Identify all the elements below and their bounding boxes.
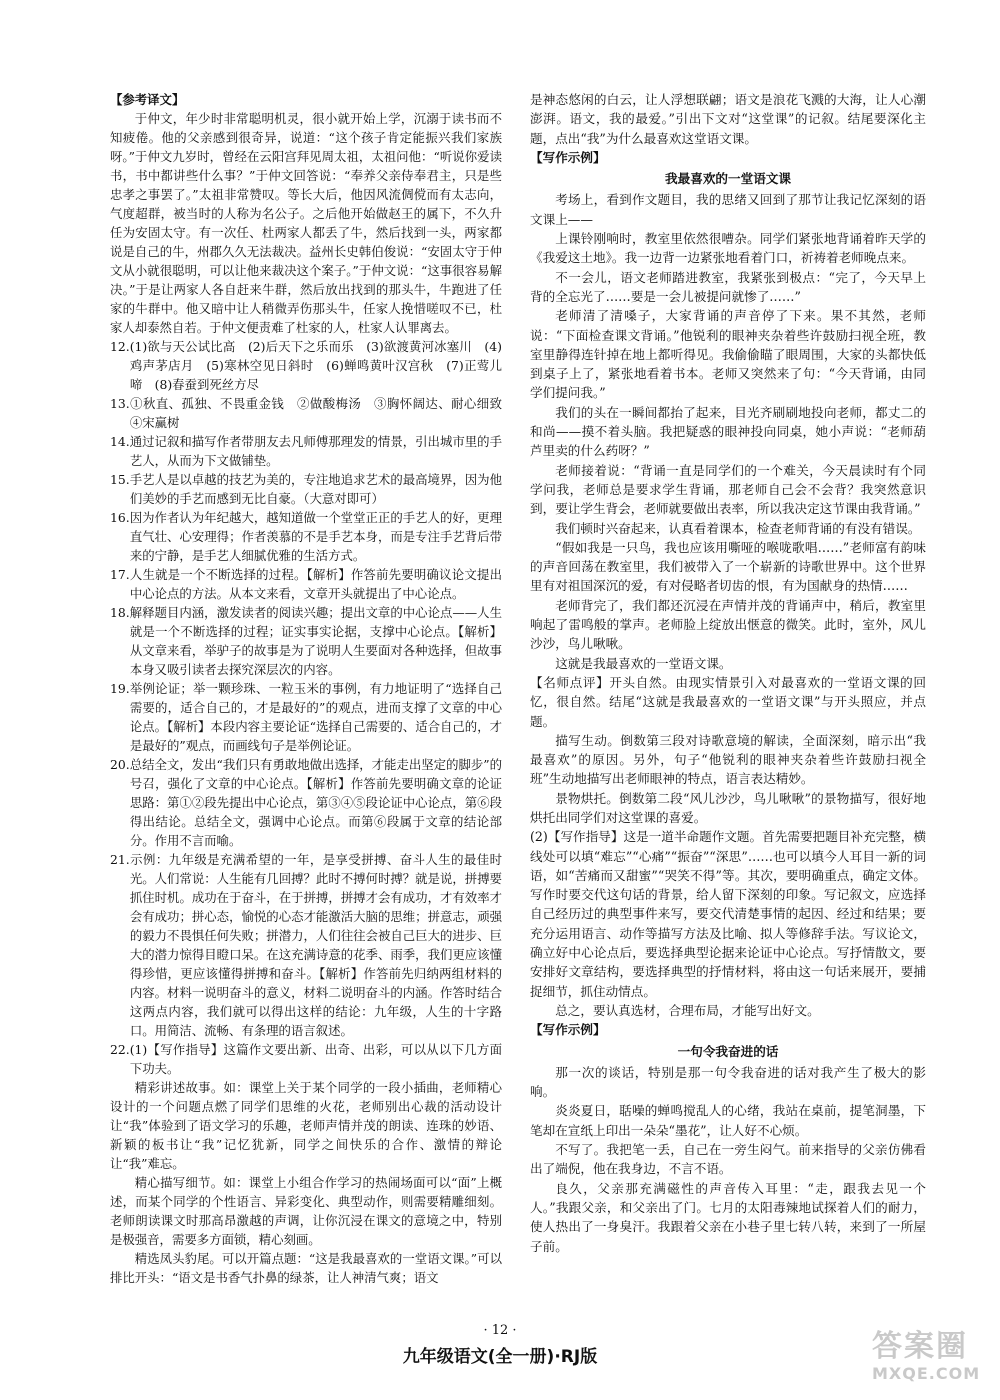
right-paragraph: 【名师点评】开头自然。由现实情景引入对最喜欢的一堂语文课的回忆，很自然。结尾“这就是我最喜欢的一堂语文课”与开头照应，并点题。 xyxy=(530,674,926,729)
right-paragraph: 老师接着说：“背诵一直是同学们的一个难关，今天晨读时有个同学问我，老师总是要求学生背诵，那老师自己会不会背？我突然意识到，要让学生背会，老师就要做出表率，所以我决定这节课由我背诵。” xyxy=(530,462,926,517)
right-paragraph: (2)【写作指导】这是一道半命题作文题。首先需要把题目补充完整，横线处可以填“难忘”“心痛”“振奋”“深思”……也可以填今人耳目一新的词语，如“苦痛而又甜蜜”“哭笑不得”等。其次，要明确重点，确定文体。写作时要交代这句话的背景，给人留下深刻的印象。写记叙文，应选择自己经历过的典型事件来写，要交代清楚事情的起因、经过和结果；要充分运用语言、动作等描写方法及比喻、拟人等修辞手法。写议论文，确立好中心论点后，要选择典型论据来论证中心论点。写抒情散文，要安排好文章结构，要选择典型的抒情材料，将由这一句话来展开，要捕捉细节，抓住动情点。 xyxy=(530,829,926,999)
watermark-bottom: MXQE.COM xyxy=(872,1364,981,1383)
right-paragraph: 不一会儿，语文老师踏进教室，我紧张到极点：“完了，今天早上背的全忘光了……要是一会儿被提问就惨了……” xyxy=(530,269,926,304)
right-paragraph: 考场上，看到作文题目，我的思绪又回到了那节让我记忆深刻的语文课上—— xyxy=(530,192,926,227)
page-number: · 12 · xyxy=(483,1323,517,1338)
right-paragraph: 我最喜欢的一堂语文课 xyxy=(665,171,791,187)
watermark-logo xyxy=(872,1330,990,1392)
left-paragraph: 21.示例：九年级是充满希望的一年，是享受拼搏、奋斗人生的最佳时光。人们常说：人生能有几回搏？此时不搏何时搏？就是说，拼搏要抓住时机。成功在于奋斗，在于拼搏，拼搏才会有成功，才有效率才会有成功；拼心态，愉悦的心态才能激活大脑的思维；拼意志，顽强的毅力不畏惧任何失败；拼潜力，人们往往会被自己巨大的进步、巨大的潜力惊得目瞪口呆。在这充满诗意的花季、雨季，我们更应该懂得珍惜，更应该懂得拼搏和奋斗。【解析】作答前先归纳两组材料的内容。材料一说明奋斗的意义，材料二说明奋斗的内涵。作答时结合这两点内容，我们就可以得出这样的结论：九年级，人生的十字路口。用简洁、流畅、有条理的语言叙述。 xyxy=(110,852,502,1038)
left-paragraph: 12.(1)欲与天公试比高 (2)后天下之乐而乐 (3)欲渡黄河冰塞川 (4)鸡声茅店月 (5)寒林空见日斜时 (6)蝉鸣黄叶汉宫秋 (7)正莺儿啼 (8)春蚕到死丝方尽 xyxy=(110,339,502,392)
right-paragraph: 炎炎夏日，聒噪的蝉鸣搅乱人的心绪，我站在桌前，提笔洞墨，下笔却在宣纸上印出一朵朵“墨花”，让人好不心烦。 xyxy=(530,1103,926,1138)
left-paragraph: 【参考译文】 xyxy=(110,92,185,107)
left-paragraph: 22.(1)【写作指导】这篇作文要出新、出奇、出彩，可以从以下几方面下功夫。 xyxy=(110,1042,502,1076)
left-column xyxy=(110,90,515,1287)
watermark-top: 答案圈 xyxy=(872,1329,968,1364)
right-paragraph: 上课铃刚响时，教室里依然很嘈杂。同学们紧张地背诵着昨天学的《我爱这土地》。我一边背一边紧张地看着门口，祈祷着老师晚点来。 xyxy=(530,231,926,266)
left-paragraph: 精彩讲述故事。如：课堂上关于某个同学的一段小插曲，老师精心设计的一个问题点燃了同学们思维的火花，老师别出心裁的活动设计让“我”体验到了语文学习的乐趣，老师声情并茂的朗读、连珠的妙语、新颖的板书让“我”记忆犹新，同学之间快乐的合作、激情的辩论让“我”难忘。 xyxy=(110,1080,502,1171)
right-paragraph: 不写了。我把笔一丢，自己在一旁生闷气。前来指导的父亲仿佛看出了端倪，他在我身边，不言不语。 xyxy=(530,1142,926,1177)
left-paragraph: 于仲文，年少时非常聪明机灵，很小就开始上学，沉溺于读书而不知疲倦。他的父亲感到很奇异，说道：“这个孩子肯定能振兴我们家族呀。”于仲文九岁时，曾经在云阳宫拜见周太祖，太祖问他：“听说你爱读书，书中都讲些什么事？”于仲文回答说：“奉养父亲侍奉君主，只是些忠孝之事罢了。”太祖非常赞叹。等长大后，他因风流倜傥而有太志向，气度超群，被当时的人称为名公子。之后他开始做赵王的属下，不久升任为安固太守。有一次任、杜两家人都丢了牛，然后找到一头，两家都说是自己的牛，州郡久久无法裁决。益州长史韩伯俊说：“安固太守于仲文从小就很聪明，可以让他来裁决这个案子。”于仲文说：“这事很容易解决。”于是让两家人各自赶来牛群，然后放出找到的那头牛，牛跑进了任家的牛群中。他又暗中让人稍微弄伤那头牛，任家人挽惜嗟叹不已，杜家人却泰然自若。于仲文便责难了杜家的人，杜家人认罪离去。 xyxy=(110,111,502,335)
right-paragraph: “假如我是一只鸟，我也应该用嘶哑的喉咙歌唱……”老师富有韵味的声音回荡在教室里，我们被带入了一个崭新的诗歌世界中。这个世界里有对祖国深沉的爱，有对侵略者切齿的恨，有为国献身的热情…… xyxy=(530,539,926,594)
left-paragraph: 20.总结全文，发出“我们只有勇敢地做出选择，才能走出坚定的脚步”的号召，强化了文章的中心论点。【解析】作答前先要明确文章的论证思路：第①②段先提出中心论点，第③④⑤段论证中心论点，第⑥段得出结论。总结全文，强调中心论点。而第⑥段属于文章的结论部分。作用不言而喻。 xyxy=(110,757,502,848)
right-paragraph: 【写作示例】 xyxy=(530,149,606,165)
right-paragraph: 那一次的谈话，特别是那一句令我奋进的话对我产生了极大的影响。 xyxy=(530,1064,926,1100)
left-paragraph: 14.通过记叙和描写作者带朋友去凡师傅那理发的情景，引出城市里的手艺人，从而为下文做铺垫。 xyxy=(110,434,502,468)
left-paragraph: 19.举例论证；举一颗珍珠、一粒玉米的事例，有力地证明了“选择自己需要的，适合自己的，才是最好的”的观点，进而支撑了文章的中心论点。【解析】本段内容主要论证“选择自己需要的、适合自己的，才是最好的”观点，而画线句子是举例论证。 xyxy=(110,681,502,753)
right-paragraph: 良久，父亲那充满磁性的声音传入耳里：“走，跟我去见一个人。”我跟父亲，和父亲出了门。七月的太阳毒辣地试探着人们的耐力，使人热出了一身臭汗。我跟着父亲在小巷子里七转八转，来到了一所屋子前。 xyxy=(530,1180,926,1254)
right-paragraph: 一句令我奋进的话 xyxy=(677,1043,779,1059)
right-paragraph: 老师清了清嗓子，大家背诵的声音停了下来。果不其然，老师说：“下面检查课文背诵。”他锐利的眼神夹杂着些许鼓励扫视全班，教室里静得连针掉在地上都听得见。我偷偷瞄了眼周围，大家的头都快低到桌子上了，紧张地看着书本。老师又突然来了句：“今天背诵，由同学们提问我。” xyxy=(530,308,926,401)
left-paragraph: 15.手艺人是以卓越的技艺为美的，专注地追求艺术的最高境界，因为他们美妙的手艺而感到无比自豪。（大意对即可） xyxy=(110,472,502,506)
right-paragraph: 是神态悠闲的白云，让人浮想联翩；语文是浪花飞溅的大海，让人心潮澎湃。语文，我的最爱。”引出下文对“这堂课”的记叙。结尾要深化主题，点出“我”为什么最喜欢这堂语文课。 xyxy=(530,92,926,146)
left-paragraph: 精心描写细节。如：课堂上小组合作学习的热闹场面可以“面”上概述，而某个同学的个性语言、异彩变化、典型动作，则需要精雕细刻。老师朗读课文时那高昂激越的声调，让你沉浸在课文的意境之中，特别是极强音，需要多方面锁，精心刻画。 xyxy=(110,1175,502,1247)
right-column xyxy=(530,90,926,1256)
right-paragraph: 老师背完了，我们都还沉浸在声情并茂的背诵声中，稍后，教室里响起了雷鸣般的掌声。老师脸上绽放出惬意的微笑。此时，室外，风儿沙沙，鸟儿啾啾。 xyxy=(530,597,926,652)
right-paragraph: 我们的头在一瞬间都抬了起来，目光齐刷刷地投向老师，都丈二的和尚——摸不着头脑。我把疑惑的眼神投向同桌，她小声说：“老师葫芦里卖的什么药呀？” xyxy=(530,404,926,459)
right-paragraph: 【写作示例】 xyxy=(530,1022,606,1038)
right-paragraph: 这就是我最喜欢的一堂语文课。 xyxy=(555,655,732,671)
left-paragraph: 13.①秋直、孤独、不畏重金钱 ②做酸梅汤 ③胸怀阔达、耐心细致 ④宋赢树 xyxy=(110,396,515,430)
left-paragraph: 16.因为作者认为年纪越大，越知道做一个堂堂正正的手艺人的好，更理直气壮、心安理得；作者羡慕的不是手艺本身，而是专注手艺背后带来的宁静，是手艺人细腻优雅的生活方式。 xyxy=(110,510,502,563)
left-paragraph: 17.人生就是一个不断选择的过程。【解析】作答前先要明确议论文提出中心论点的方法。从本文来看，文章开头就提出了中心论点。 xyxy=(110,567,502,601)
book-title: 九年级语文(全一册)·RJ版 xyxy=(402,1347,598,1367)
left-paragraph: 18.解释题目内涵，激发读者的阅读兴趣；提出文章的中心论点——人生就是一个不断选择的过程；证实事实论据，支撑中心论点。【解析】从文章来看，举驴子的故事是为了说明人生要面对各种选择，但故事本身又吸引读者去探究深层次的内容。 xyxy=(110,605,502,677)
right-paragraph: 描写生动。倒数第三段对诗歌意境的解读，全面深刻，暗示出“我最喜欢”的原因。另外，句子“他锐利的眼神夹杂着些许鼓励扫视全班”生动地描写出老师眼神的特点，语言表达精妙。 xyxy=(530,732,926,787)
right-paragraph: 我们顿时兴奋起来，认真看着课本，检查老师背诵的有没有错误。 xyxy=(555,520,921,536)
right-paragraph: 景物烘托。倒数第二段“风儿沙沙，鸟儿啾啾”的景物描写，很好地烘托出同学们对这堂课的喜爱。 xyxy=(530,790,926,825)
right-paragraph: 总之，要认真选材，合理布局，才能写出好文。 xyxy=(555,1002,820,1018)
left-paragraph: 精选凤头豹尾。可以开篇点题：“这是我最喜欢的一堂语文课。”可以排比开头：“语文是书香气扑鼻的绿茶，让人神清气爽；语文 xyxy=(110,1251,502,1285)
